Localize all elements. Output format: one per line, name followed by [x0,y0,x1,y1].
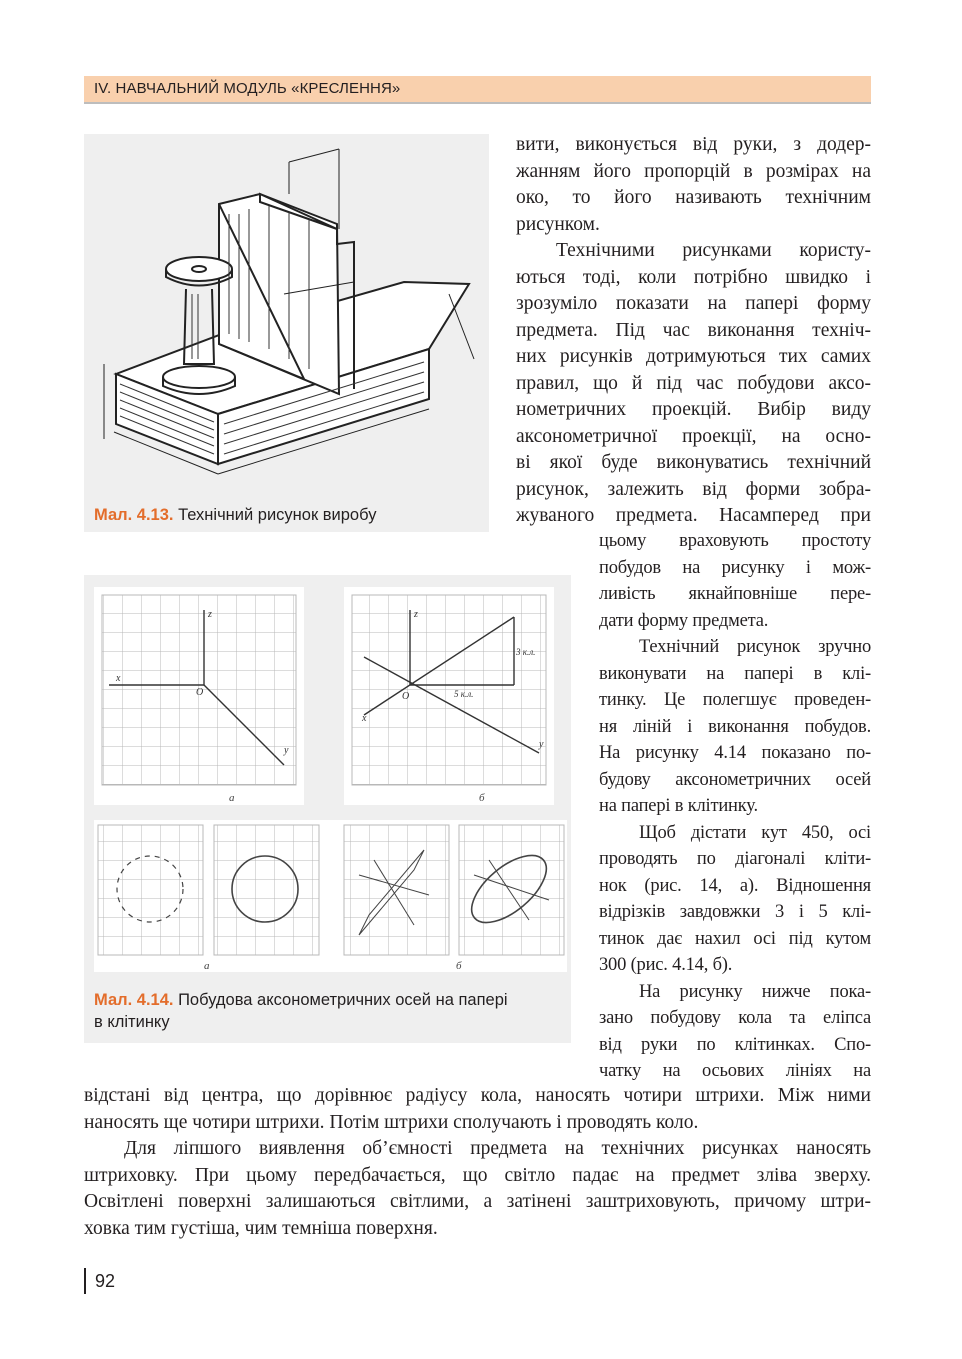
narrow-column-paragraphs [599,528,871,1085]
text-line: правил, що й під час побудови аксо- [516,372,871,394]
axis-z-label-b: z [414,609,418,620]
text-line: проводять по діагоналі кліти- [599,849,871,869]
caption-number: Мал. 4.14. [94,991,174,1009]
text-line: від руки по клітинках. Спо- [599,1034,871,1055]
text-line: вити, виконується від руки, з додер- [516,134,871,155]
figure-4-14-caption [94,989,508,1033]
text-line: нометричних проекцій. Вибір виду [516,399,871,420]
text-line: нок (рис. 14, а). Відношення [599,875,871,896]
text-line: ня ліній і виконання побудов. [599,716,871,737]
text-line: них рисунків дотримуються тих самих [516,346,871,367]
text-line: виконувати на папері в клі- [599,663,871,684]
axis-y-label-a: y [284,745,289,756]
caption-text: Технічний рисунок виробу [173,506,377,524]
text-line: рисунок, залежить від форми зобра- [516,478,871,500]
text-line: наносять ще чотири штрихи. Потім штрихи сполучають і проводять коло. [84,1111,699,1133]
text-line: Освітлені поверхні залишаються світлими, а затінені заштриховують, причому штри- [84,1191,871,1212]
text-line: ються тоді, коли потрібно швидко і [516,266,871,288]
text-line: на папері в клітинку. [599,796,758,816]
text-line: Щоб дістати кут 450, осі [639,822,871,843]
text-line: Технічними рисунками користу- [556,240,871,261]
text-line: тинок дає нахил осі під кутом [599,928,871,949]
text-line: побудов на рисунку і мож- [599,557,871,578]
text-line: будову аксонометричних осей [599,769,871,790]
text-line: На рисунку нижче пока- [639,981,871,1002]
axonometric-grid-illustration [84,575,571,975]
text-line: Для ліпшого виявлення об’ємності предмета на технічних рисунках наносять [124,1138,871,1159]
text-line: Технічний рисунок зручно [639,637,871,657]
text-line: тинку. Це полегшує проведен- [599,690,871,710]
page-number: 92 [84,1268,115,1294]
five-cell-label: 5 к.л. [454,689,474,699]
axis-z-label-a: z [208,609,212,620]
text-line: ливість якнайповніше пере- [599,584,871,604]
text-line: 300 (рис. 4.14, б). [599,955,733,975]
subfigure-b2-label: б [456,960,462,972]
text-line: зрозуміло показати на папері форму [516,293,871,314]
right-column-paragraphs [516,132,871,530]
caption-text: Побудова аксонометричних осей на папері [173,991,508,1009]
figure-4-13-caption [94,504,376,526]
text-line: ховка тим густіша, чим темніша поверхня. [84,1217,438,1239]
text-line: аксонометричної проекції, на осно- [516,425,871,447]
axis-x-label-a: x [116,673,121,684]
text-line: ві якої буде виконуватись технічний [516,452,871,473]
text-line: штриховку. При цьому передбачається, що світло падає на предмет зліва зверху. [84,1164,871,1186]
caption-text-line2: в клітинку [94,1013,170,1031]
axis-x-label-b: x [362,713,367,724]
origin-label-b: O [402,691,410,702]
subfigure-b-label: б [479,792,485,804]
text-line: жуваного предмета. Насамперед при [516,505,871,526]
subfigure-a-label: а [229,792,235,804]
caption-number: Мал. 4.13. [94,506,174,524]
text-line: дати форму предмета. [599,610,769,631]
text-line: На рисунку 4.14 показано по- [599,743,871,763]
text-line: відстані від центра, що дорівнює радіусу кола, наносять чотири штрихи. Між ними [84,1085,871,1106]
three-cell-label: 3 к.л. [516,647,536,657]
origin-label-a: O [196,687,204,698]
full-width-paragraphs [84,1083,871,1242]
module-title: IV. НАВЧАЛЬНИЙ МОДУЛЬ «КРЕСЛЕННЯ» [94,80,401,97]
text-line: рисунком. [516,213,600,235]
figure-4-14 [84,575,571,1043]
text-line: чатку на осьових лініях на [599,1061,871,1081]
axis-y-label-b: y [539,739,544,750]
text-line: відрізків завдовжки 3 і 5 клі- [599,902,871,922]
module-header [84,76,871,104]
text-line: око, то його називають технічним [516,187,871,208]
text-line: предмета. Під час виконання техніч- [516,319,871,341]
technical-drawing-illustration [84,134,489,504]
subfigure-a2-label: а [204,960,210,972]
figure-4-13 [84,134,489,532]
text-line: жанням його пропорцій в розмірах на [516,160,871,182]
text-line: цьому враховують простоту [599,531,871,551]
text-line: зано побудову кола та еліпса [599,1008,871,1028]
